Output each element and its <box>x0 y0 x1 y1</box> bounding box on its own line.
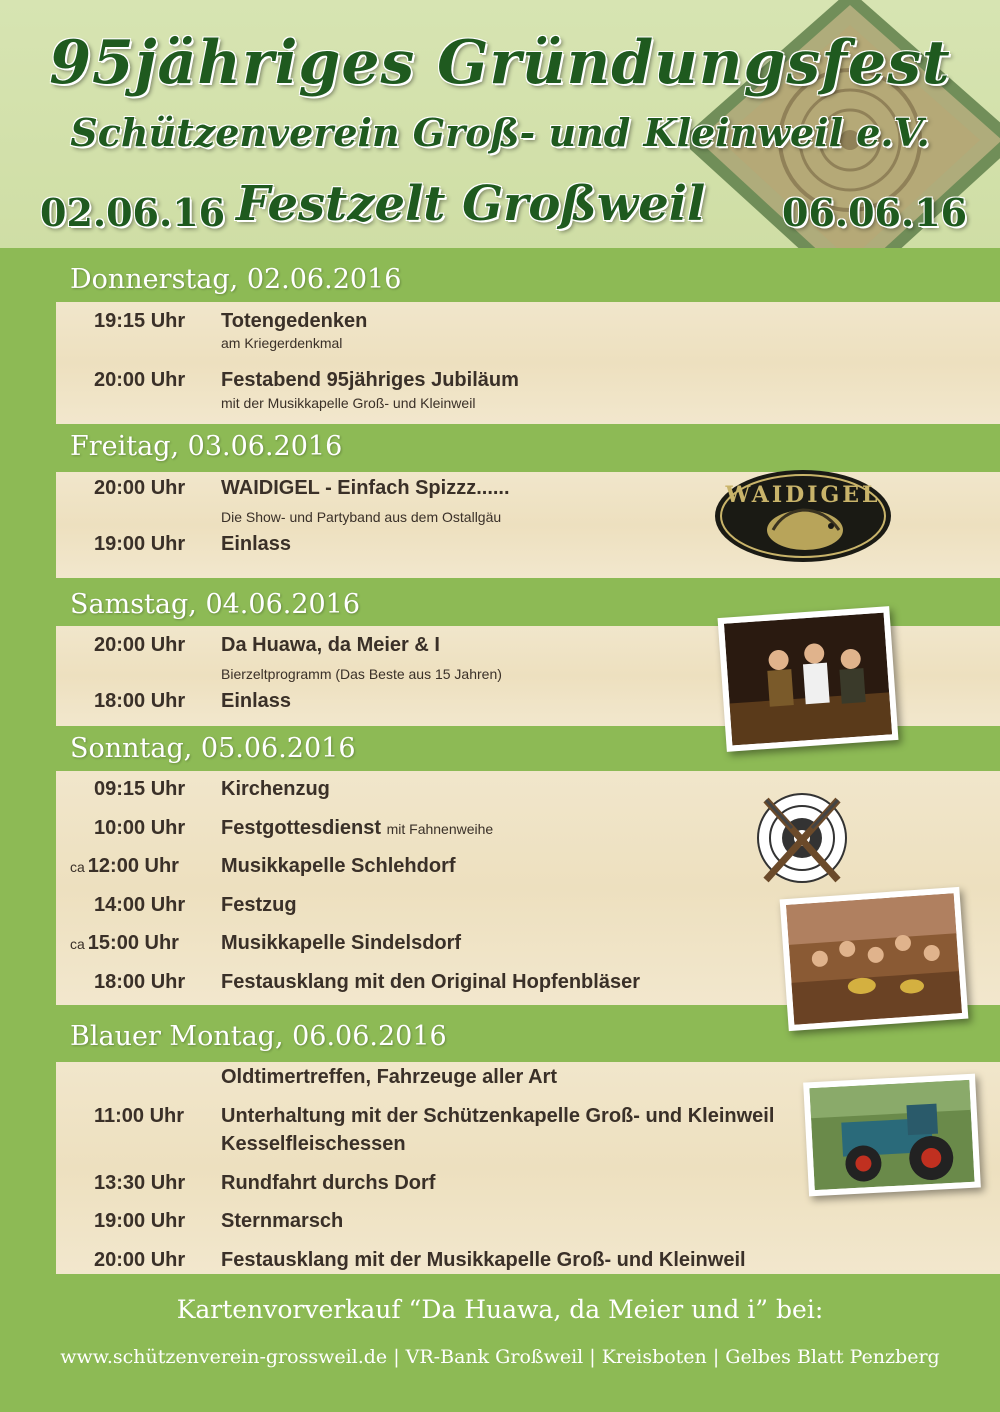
event-time-text: 12:00 Uhr <box>87 855 179 877</box>
event-time: 18:00 Uhr <box>94 971 186 993</box>
day-title-friday: Freitag, 03.06.2016 <box>70 431 343 462</box>
event-name: Einlass <box>221 690 292 712</box>
event-name: Musikkapelle Schlehdorf <box>221 855 456 877</box>
approx-prefix: ca <box>70 859 85 875</box>
event-name: Festausklang mit der Musikkapelle Groß- und Kleinweil <box>221 1249 746 1271</box>
event-time <box>70 932 179 955</box>
event-name: Kirchenzug <box>221 778 330 800</box>
band-logo-text: WAIDIGEL <box>725 482 881 508</box>
event-name: WAIDIGEL - Einfach Spizzz...... <box>221 477 510 499</box>
tractor-photo <box>803 1074 981 1197</box>
event-desc: am Kriegerdenkmal <box>221 335 343 351</box>
event-name-text: Festgottesdienst <box>221 817 382 839</box>
day-title-monday: Blauer Montag, 06.06.2016 <box>70 1021 447 1052</box>
event-time: 20:00 Uhr <box>94 1249 186 1271</box>
event-name: Festabend 95jähriges Jubiläum <box>221 369 519 391</box>
event-name: Kesselfleischessen <box>221 1133 406 1155</box>
day-title-thursday: Donnerstag, 02.06.2016 <box>70 264 402 295</box>
header <box>0 0 1000 248</box>
event-name: Oldtimertreffen, Fahrzeuge aller Art <box>221 1066 557 1088</box>
event-name: Festzug <box>221 894 297 916</box>
event-time: 10:00 Uhr <box>94 817 186 839</box>
club-name: Schützenverein Groß- und Kleinweil e.V. <box>70 110 930 155</box>
band-logo <box>713 468 893 564</box>
approx-prefix: ca <box>70 936 85 952</box>
event-name: Musikkapelle Sindelsdorf <box>221 932 462 954</box>
presale-heading: Kartenvorverkauf “Da Huawa, da Meier und i” bei: <box>176 1295 824 1324</box>
event-name <box>221 817 493 840</box>
day-title-saturday: Samstag, 04.06.2016 <box>70 589 361 620</box>
event-time: 14:00 Uhr <box>94 894 186 916</box>
event-time-text: 15:00 Uhr <box>87 932 179 954</box>
event-desc: mit der Musikkapelle Groß- und Kleinweil <box>221 395 476 411</box>
event-time: 09:15 Uhr <box>94 778 186 800</box>
event-desc: Die Show- und Partyband aus dem Ostallgäu <box>221 509 502 525</box>
date-start: 02.06.16 <box>40 190 226 235</box>
event-time: 20:00 Uhr <box>94 634 186 656</box>
target-rifles-icon <box>752 790 852 886</box>
event-time: 19:00 Uhr <box>94 1210 186 1232</box>
venue-title: Festzelt Großweil <box>236 176 706 232</box>
event-name: Unterhaltung mit der Schützenkapelle Groß- und Kleinweil <box>221 1105 775 1127</box>
event-name: Totengedenken <box>221 310 368 332</box>
event-name: Festausklang mit den Original Hopfenbläser <box>221 971 640 993</box>
event-name: Rundfahrt durchs Dorf <box>221 1172 436 1194</box>
band-photo <box>780 887 969 1031</box>
day-panel-thursday <box>56 302 1000 424</box>
event-time: 11:00 Uhr <box>94 1105 185 1127</box>
event-time: 18:00 Uhr <box>94 690 186 712</box>
event-time: 20:00 Uhr <box>94 369 186 391</box>
event-note: mit Fahnenweihe <box>386 821 494 837</box>
comedy-photo <box>718 606 899 752</box>
event-name: Einlass <box>221 533 292 555</box>
event-time: 20:00 Uhr <box>94 477 186 499</box>
event-desc: Bierzeltprogramm (Das Beste aus 15 Jahren) <box>221 666 502 682</box>
date-end: 06.06.16 <box>782 190 968 235</box>
event-time: 19:15 Uhr <box>94 310 186 332</box>
day-title-sunday: Sonntag, 05.06.2016 <box>70 733 356 764</box>
main-title: 95jähriges Gründungsfest <box>49 28 951 98</box>
event-time: 19:00 Uhr <box>94 533 186 555</box>
event-name: Sternmarsch <box>221 1210 344 1232</box>
event-time <box>70 855 179 878</box>
event-time: 13:30 Uhr <box>94 1172 186 1194</box>
event-name: Da Huawa, da Meier & I <box>221 634 440 656</box>
presale-outlets: www.schützenverein-grossweil.de | VR-Bank Großweil | Kreisboten | Gelbes Blatt Penzberg <box>60 1346 940 1368</box>
